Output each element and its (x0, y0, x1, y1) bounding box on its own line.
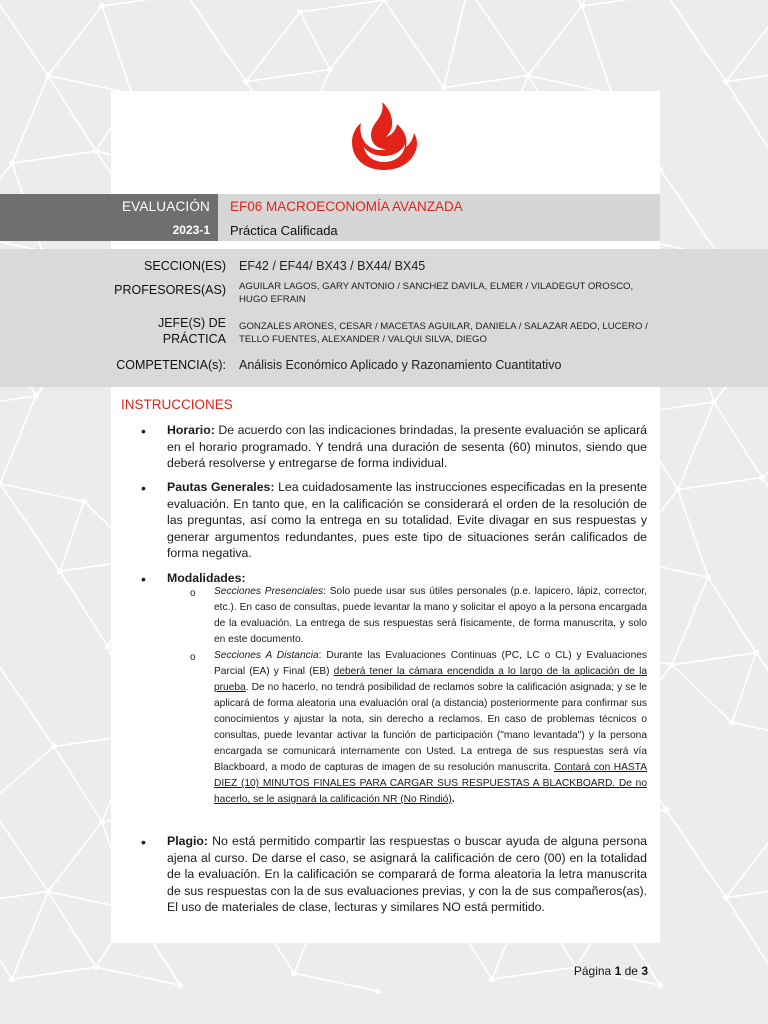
course-band (218, 194, 660, 241)
plagio-label: Plagio: (167, 834, 208, 848)
professors-label: PROFESORES(AS) (114, 283, 226, 297)
plagio-paragraph (167, 833, 647, 916)
bullet-icon: • (141, 834, 146, 850)
pautas-text: Lea cuidadosamente las instrucciones especificadas en la presente evaluación. En tanto que, en la calificación se considerará el orden de la resolución de las preguntas, así como la entrega en su totalidad. Evite divagar en sus respuestas y generar argumentos redundantes, pues este tipo de situaciones serán calificados de forma negativa. (167, 480, 647, 560)
distancia-paragraph (214, 648, 647, 808)
page-number (574, 964, 648, 978)
horario-label: Horario: (167, 423, 215, 437)
course-info-box (0, 249, 768, 387)
page-total: 3 (641, 964, 648, 978)
sections-value: EF42 / EF44/ BX43 / BX44/ BX45 (239, 259, 426, 273)
pautas-label: Pautas Generales: (167, 480, 275, 494)
presenciales-label: Secciones Presenciales (214, 586, 324, 597)
pautas-paragraph (167, 479, 647, 562)
instructions-title: INSTRUCCIONES (121, 397, 233, 412)
course-title: EF06 MACROECONOMÍA AVANZADA (230, 199, 463, 214)
horario-paragraph (167, 422, 647, 472)
distancia-label: Secciones A Distancia (214, 650, 319, 661)
upc-flame-logo-icon (348, 102, 420, 172)
evaluation-year: 2023-1 (172, 223, 210, 237)
competence-value: Análisis Económico Aplicado y Razonamiento Cuantitativo (239, 358, 562, 372)
distancia-text-1: : Durante las Evaluaciones Continuas (PC, LC o CL) y Evaluaciones Parcial (EA) y Final (EB) (214, 650, 648, 677)
evaluation-label: EVALUACIÓN (121, 199, 210, 214)
chief-label-line2: PRÁCTICA (162, 332, 226, 346)
modalidades-label: Modalidades: (167, 571, 246, 585)
presenciales-text: : Solo puede usar sus útiles personales (p.e. lapicero, lápiz, corrector, etc.). En caso de consultas, puede levantar la mano y solicitar el apoyo a la persona encargada de la evaluación. La entrega de sus respuestas será físicamente, de forma manuscrita, y solo en este documento. (214, 586, 647, 645)
bullet-icon: • (141, 480, 146, 496)
sub-bullet-icon: o (190, 588, 196, 599)
evaluation-band (0, 194, 218, 241)
bullet-icon: • (141, 423, 146, 439)
page-of: de (624, 964, 638, 978)
chief-label-line1: JEFE(S) DE (157, 316, 226, 330)
page-word: Página (573, 964, 612, 978)
bullet-icon: • (141, 571, 146, 587)
distancia-end: . (451, 794, 455, 805)
distancia-underlined-2: Contará con HASTA DIEZ (10) MINUTOS FINALES PARA CARGAR SUS RESPUESTAS A BLACKBOARD. De no hacerlo, se le asignará la calificación NR (No Rindió) (214, 762, 647, 805)
horario-text: De acuerdo con las indicaciones brindadas, la presente evaluación se aplicará en el horario programado. Y tendrá una duración de sesenta (60) minutos, siendo que deberá resolverse y entregarse de forma individual. (167, 423, 647, 470)
plagio-text: No está permitido compartir las respuestas o buscar ayuda de alguna persona ajena al curso. De darse el caso, se asignará la calificación de cero (00) en la totalidad de la evaluación. En la calificación se comparará de forma aleatoria la letra manuscrita de sus respuestas con la de sus evaluaciones previas, y con la de sus compañeros(as). El uso de materiales de clase, lecturas y similares NO está permitido. (167, 834, 647, 914)
distancia-text-2: . De no hacerlo, no tendrá posibilidad de reclamos sobre la calificación asignada; y se le aplicará de forma aleatoria una evaluación oral (a distancia) posteriormente para confirmar sus conocimientos y ajustar la nota, sin derecho a reclamos. En caso de problemas técnicos o consultas, puede levantar activar la función de participación ("mano levantada") y la persona encargada se comunicará internamente con Usted. La entrega de sus respuestas será vía Blackboard, a modo de capturas de imagen de su resolución manuscrita. (214, 682, 647, 773)
exam-type: Práctica Calificada (230, 223, 338, 238)
presenciales-paragraph (214, 584, 647, 648)
sub-bullet-icon: o (190, 652, 196, 663)
competence-label: COMPETENCIA(s): (116, 358, 226, 372)
chief-value: GONZALES ARONES, CESAR / MACETAS AGUILAR, DANIELA / SALAZAR AEDO, LUCERO / TELLO FUENTES, ALEXANDER / VALQUI SILVA, DIEGO (239, 321, 648, 345)
professors-value: AGUILAR LAGOS, GARY ANTONIO / SANCHEZ DAVILA, ELMER / VILADEGUT OROSCO, HUGO EFRAIN (239, 281, 634, 305)
sections-label: SECCION(ES) (144, 259, 226, 273)
page-current: 1 (614, 964, 622, 978)
distancia-underlined-1: deberá tener la cámara encendida a lo largo de la aplicación de la prueba (214, 666, 647, 693)
